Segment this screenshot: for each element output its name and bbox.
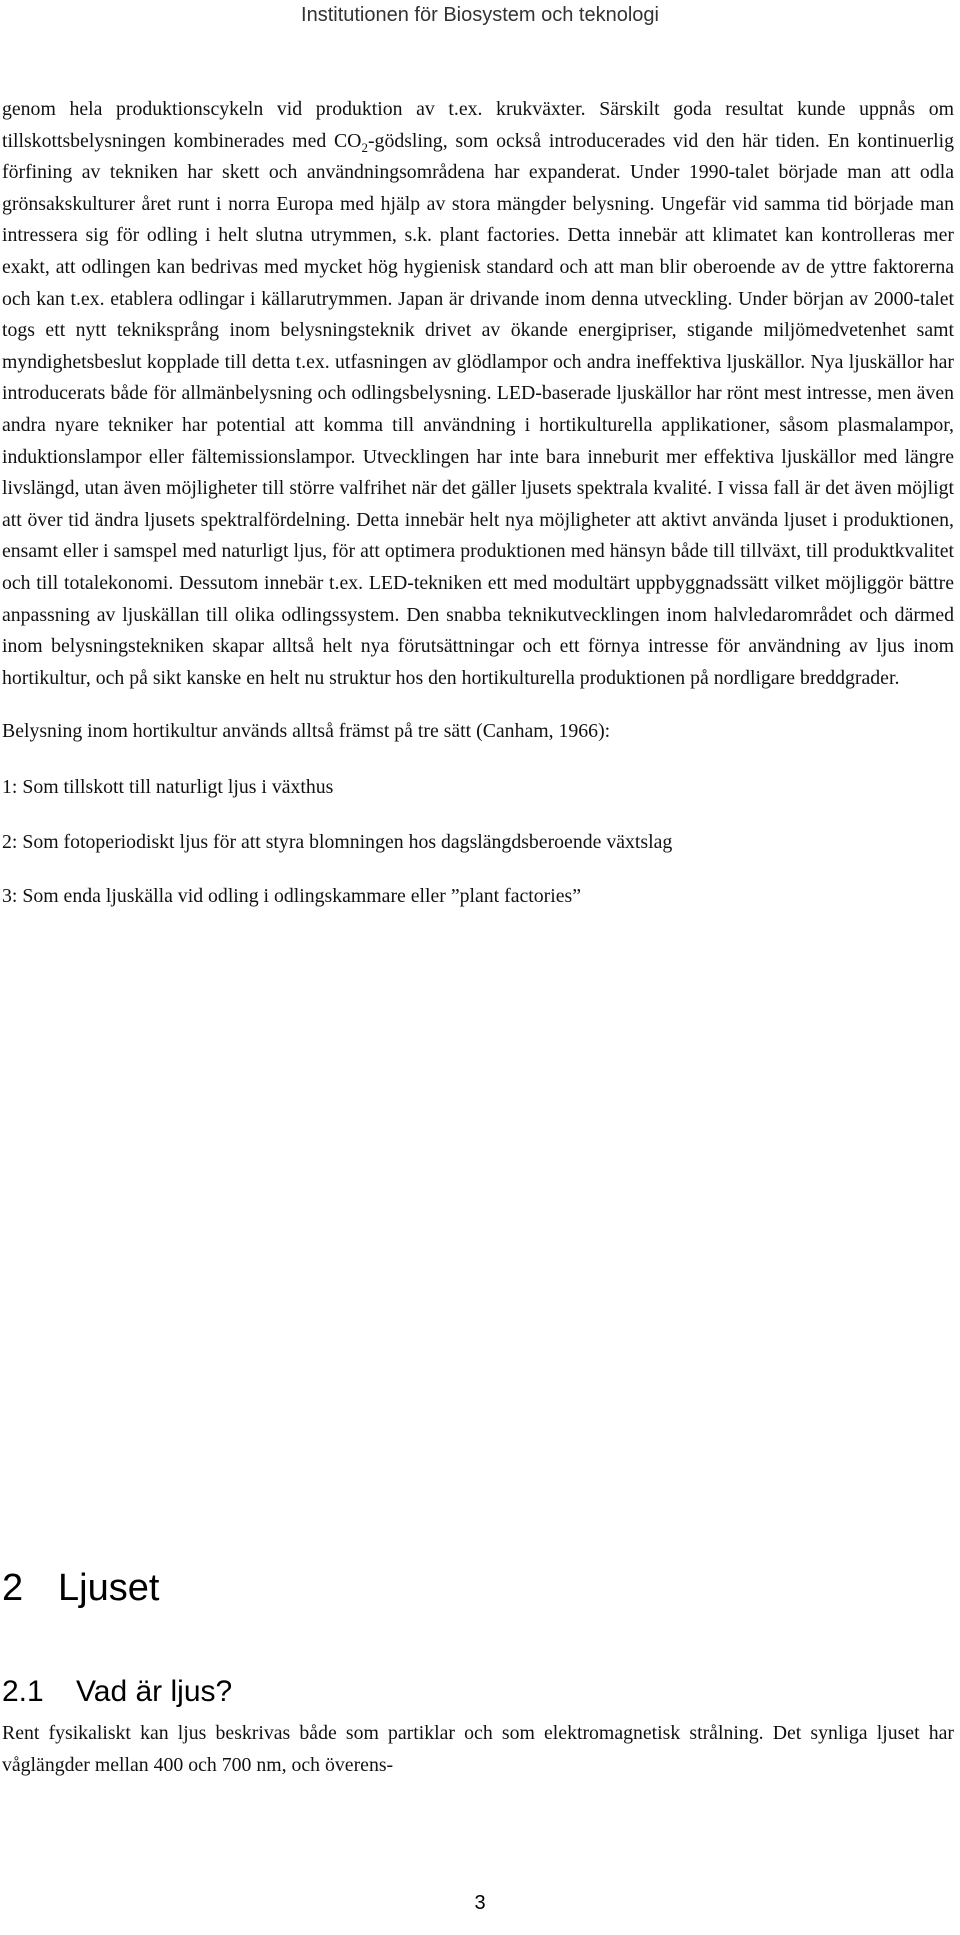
subsection-title: Vad är ljus? [76,1675,233,1708]
list-item: 3: Som enda ljuskälla vid odling i odlingskammare eller ”plant factories” [2,885,581,908]
section-heading [2,1565,159,1611]
paragraph-history [2,94,954,694]
running-header [0,0,960,40]
list-item: 1: Som tillskott till naturligt ljus i växthus [2,775,334,798]
subsection-text [2,1717,954,1781]
body-text [2,94,954,913]
subsection-heading [2,1673,232,1711]
co2-subscript: 2 [361,139,368,155]
paragraph-history-text-end: -gödsling, som också introducerades vid den här tiden. En kontinuerlig förfining av tekniken har skett och användningsområdena har expanderat. Under 1990-talet började man att odla grönsakskulturer året runt i norra Europa med hjälp av stora mängder belysning. Ungefär vid samma tid började man intressera sig för odling i helt slutna utrymmen, s.k. plant factories. Detta innebär att klimatet kan kontrolleras mer exakt, att odlingen kan bedrivas med mycket hög hygienisk standard och att man blir oberoende av de yttre faktorerna och kan t.ex. etablera odlingar i källarutrymmen. Japan är drivande inom denna utveckling. Under början av 2000-talet togs ett nytt tekniksprång inom belysningsteknik drivet av ökande energipriser, stigande miljömedvetenhet samt myndighetsbeslut kopplade till detta t.ex. utfasningen av glödlampor och andra ineffektiva ljuskällor. Nya ljuskällor har introducerats både för allmänbelysning och odlingsbelysning. LED-baserade ljuskällor har rönt mest intresse, men även andra nyare tekniker har potential att komma till användning i hortikulturella applikationer, såsom plasmalampor, induktionslampor eller fältemissionslampor. Utvecklingen har inte bara inneburit mer effektiva ljuskällor med längre livslängd, utan även möjligheter till större valfrihet när det gäller ljusets spektrala kvalité. I vissa fall är det även möjligt att över tid ändra ljusets spektralfördelning. Detta innebär helt nya möjligheter att aktivt använda ljuset i produktionen, ensamt eller i samspel med naturligt ljus, för att optimera produktionen med hänsyn både till tillväxt, till produktkvalitet och till totalekonomi. Dessutom innebär t.ex. LED-tekniken ett med modultärt uppbyggnadssätt vilket möjliggör bättre anpassning av ljuskällan till olika odlingssystem. Den snabba teknikutvecklingen inom halvledarområdet och därmed inom belysningstekniken skapar alltså helt nya förutsättningar och ett förnya intresse för användning av ljus inom hortikultur, och på sikt kanske en helt nu struktur hos den hortikulturella produktionen på nordligare breddgrader. [2,129,954,689]
section-title: Ljuset [58,1567,160,1609]
paragraph-history-text-start: genom hela produktionscykeln vid produktion av t.ex. krukväxter. Särskilt goda resultat kunde uppnås om tillskottsbelysningen kombinerades med CO [2,98,954,152]
section-number: 2 [2,1567,24,1609]
paragraph-light-definition: Rent fysikaliskt kan ljus beskrivas både som partiklar och som elektromagnetisk strålning. Det synliga ljuset har våglängder mellan 400 och 700 nm, och överens- [2,1722,954,1776]
page-number: 3 [474,1892,486,1914]
list-item: 2: Som fotoperiodiskt ljus för att styra blomningen hos dagslängdsberoende växtslag [2,831,673,854]
paragraph-usage-intro: Belysning inom hortikultur används alltså främst på tre sätt (Canham, 1966): [2,720,611,743]
header-title: Institutionen för Biosystem och teknologi [301,4,659,26]
subsection-number: 2.1 [2,1675,44,1708]
